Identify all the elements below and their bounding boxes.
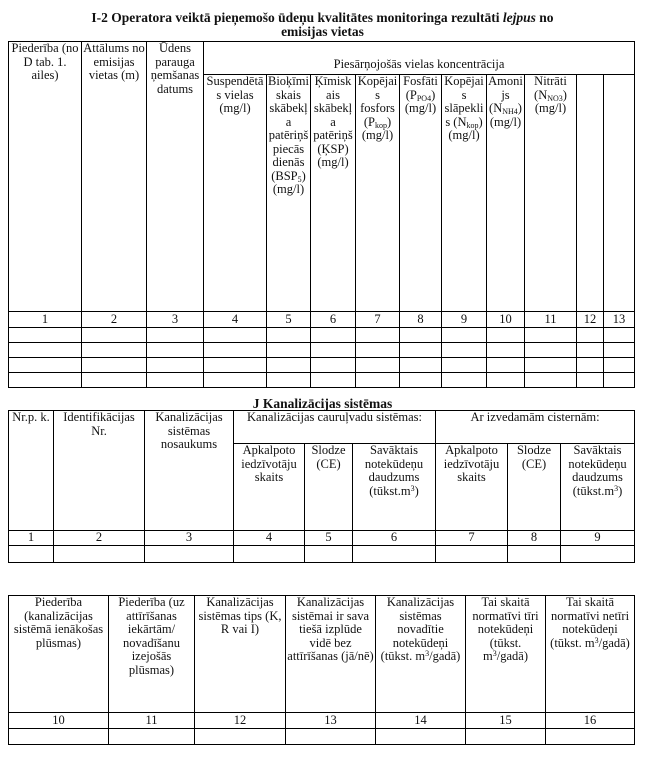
data-cell[interactable] <box>400 358 442 373</box>
header-suspended: Suspendētās vielas (mg/l) <box>204 75 267 312</box>
header-attalums: Attālums no emisijas vietas (m) <box>82 42 147 312</box>
data-cell[interactable] <box>311 358 356 373</box>
data-cell[interactable] <box>525 328 577 343</box>
data-cell[interactable] <box>109 729 195 745</box>
colnum: 2 <box>54 531 145 546</box>
header-identification: Identifikācijas Nr. <box>54 411 145 531</box>
data-cell[interactable] <box>9 729 109 745</box>
colnum: 8 <box>400 312 442 328</box>
empty-data-row <box>9 373 635 388</box>
header-pipe-systems-group: Kanalizācijas cauruļvadu sistēmas: <box>234 411 436 444</box>
colnum: 11 <box>109 713 195 729</box>
colnum: 6 <box>353 531 436 546</box>
data-cell[interactable] <box>561 546 635 563</box>
data-cell[interactable] <box>82 343 147 358</box>
data-cell[interactable] <box>546 729 635 745</box>
colnum: 3 <box>147 312 204 328</box>
header-nkop: Kopējais slāpeklis $(N_{kop})$ (mg/l) <box>442 75 487 312</box>
data-cell[interactable] <box>577 328 604 343</box>
data-cell[interactable] <box>525 343 577 358</box>
data-cell[interactable] <box>487 373 525 388</box>
data-cell[interactable] <box>376 729 466 745</box>
data-cell[interactable] <box>82 328 147 343</box>
header-collected: Savāktais notekūdeņu daudzums $(tūkst.m^3)$ <box>353 444 436 531</box>
header-nr: Nr.p. k. <box>9 411 54 531</box>
data-cell[interactable] <box>147 343 204 358</box>
data-cell[interactable] <box>54 546 145 563</box>
data-cell[interactable] <box>604 343 635 358</box>
colnum: 12 <box>195 713 286 729</box>
colnum: 1 <box>9 531 54 546</box>
section-j-title: J Kanalizācijas sistēmas <box>252 396 393 411</box>
data-cell[interactable] <box>204 328 267 343</box>
header-pkop: Kopējais fosfors $(P_{kop})$ (mg/l) <box>356 75 400 312</box>
data-cell[interactable] <box>267 328 311 343</box>
section-i2-title-line2: emisijas vietas <box>281 24 364 39</box>
data-cell[interactable] <box>311 343 356 358</box>
monitoring-results-table <box>8 41 635 388</box>
data-cell[interactable] <box>147 373 204 388</box>
column-number-row <box>9 713 635 729</box>
data-cell[interactable] <box>147 328 204 343</box>
data-cell[interactable] <box>487 343 525 358</box>
header-bsp5: Bioķīmiskais skābekļa patēriņš piecās dienās $(BSP_5)(mg/l)$ <box>267 75 311 312</box>
colnum: 3 <box>145 531 234 546</box>
data-cell[interactable] <box>577 358 604 373</box>
header-tank-systems-group: Ar izvedamām cisternām: <box>436 411 635 444</box>
data-cell[interactable] <box>525 358 577 373</box>
header-outgoing-flows: Piederība (uz attīrīšanas iekārtām/ novadīšanu izejošās plūsmas) <box>109 596 195 713</box>
data-cell[interactable] <box>400 373 442 388</box>
colnum: 12 <box>577 312 604 328</box>
colnum: 5 <box>305 531 353 546</box>
data-cell[interactable] <box>508 546 561 563</box>
colnum: 5 <box>267 312 311 328</box>
header-direct-outlet: Kanalizācijas sistēmai ir sava tiešā izplūde vidē bez attīrīšanas (jā/nē) <box>286 596 376 713</box>
header-discharged-wastewater: Kanalizācijas sistēmas novadītie notekūdeņi (tūkst. $m^3/gadā$) <box>376 596 466 713</box>
colnum: 11 <box>525 312 577 328</box>
section-i2-title-line1: I-2 Operatora veiktā pieņemošo ūdeņu kvalitātes monitoringa rezultāti lejpus no <box>91 10 554 25</box>
colnum: 9 <box>561 531 635 546</box>
colnum: 13 <box>286 713 376 729</box>
data-cell[interactable] <box>487 358 525 373</box>
sewerage-systems-continued-table <box>8 595 635 745</box>
data-cell[interactable] <box>9 343 82 358</box>
data-cell[interactable] <box>487 328 525 343</box>
column-number-row <box>9 312 635 328</box>
header-load-tanks: Slodze (CE) <box>508 444 561 531</box>
data-cell[interactable] <box>436 546 508 563</box>
data-cell[interactable] <box>9 328 82 343</box>
header-incoming-flows: Piederība (kanalizācijas sistēmā ienākošas plūsmas) <box>9 596 109 713</box>
data-cell[interactable] <box>356 328 400 343</box>
data-cell[interactable] <box>9 546 54 563</box>
header-collected-tanks: Savāktais notekūdeņu daudzums $(tūkst.m^3)$ <box>561 444 635 531</box>
data-cell[interactable] <box>466 729 546 745</box>
empty-data-row <box>9 328 635 343</box>
data-cell[interactable] <box>442 373 487 388</box>
data-cell[interactable] <box>145 546 234 563</box>
header-fosfati: Fosfāti $(P_{PO4})$ (mg/l) <box>400 75 442 312</box>
colnum: 7 <box>356 312 400 328</box>
colnum: 6 <box>311 312 356 328</box>
colnum: 4 <box>234 531 305 546</box>
colnum: 16 <box>546 713 635 729</box>
empty-data-row <box>9 729 635 745</box>
data-cell[interactable] <box>400 343 442 358</box>
empty-data-row <box>9 343 635 358</box>
data-cell[interactable] <box>82 358 147 373</box>
header-datums: Ūdens parauga ņemšanas datums <box>147 42 204 312</box>
header-dirty-wastewater: Tai skaitā normatīvi netīri notekūdeņi (tūkst. $m^3/gadā$) <box>546 596 635 713</box>
data-cell[interactable] <box>442 358 487 373</box>
data-cell[interactable] <box>353 546 436 563</box>
colnum: 7 <box>436 531 508 546</box>
header-amonijs: Amonijs $(N_{NH4})$ (mg/l) <box>487 75 525 312</box>
data-cell[interactable] <box>195 729 286 745</box>
data-cell[interactable] <box>267 343 311 358</box>
data-cell[interactable] <box>204 373 267 388</box>
colnum: 15 <box>466 713 546 729</box>
header-nitrati: Nitrāti $(N_{NO3})$ (mg/l) <box>525 75 577 312</box>
header-residents: Apkalpoto iedzīvotāju skaits <box>234 444 305 531</box>
colnum: 10 <box>9 713 109 729</box>
data-cell[interactable] <box>442 328 487 343</box>
header-load: Slodze (CE) <box>305 444 353 531</box>
column-number-row <box>9 531 635 546</box>
colnum: 14 <box>376 713 466 729</box>
data-cell[interactable] <box>604 328 635 343</box>
header-blank-12 <box>577 75 604 312</box>
section-i2-title-emphasis: lejpus <box>502 10 536 25</box>
header-concentration-group: Piesārņojošās vielas koncentrācija <box>204 42 635 75</box>
data-cell[interactable] <box>204 343 267 358</box>
data-cell[interactable] <box>311 328 356 343</box>
header-system-type: Kanalizācijas sistēmas tips (K, R vai I) <box>195 596 286 713</box>
data-cell[interactable] <box>9 358 82 373</box>
header-piederiba: Piederība (no D tab. 1. ailes) <box>9 42 82 312</box>
data-cell[interactable] <box>9 373 82 388</box>
colnum: 9 <box>442 312 487 328</box>
data-cell[interactable] <box>204 358 267 373</box>
data-cell[interactable] <box>442 343 487 358</box>
colnum: 8 <box>508 531 561 546</box>
data-cell[interactable] <box>604 358 635 373</box>
sewerage-systems-table <box>8 410 635 563</box>
colnum: 13 <box>604 312 635 328</box>
data-cell[interactable] <box>356 358 400 373</box>
colnum: 10 <box>487 312 525 328</box>
data-cell[interactable] <box>356 343 400 358</box>
data-cell[interactable] <box>525 373 577 388</box>
header-system-name: Kanalizācijas sistēmas nosaukums <box>145 411 234 531</box>
data-cell[interactable] <box>267 358 311 373</box>
data-cell[interactable] <box>356 373 400 388</box>
data-cell[interactable] <box>286 729 376 745</box>
data-cell[interactable] <box>577 343 604 358</box>
colnum: 1 <box>9 312 82 328</box>
data-cell[interactable] <box>82 373 147 388</box>
section-i2-title <box>0 11 645 39</box>
header-clean-wastewater: Tai skaitā normatīvi tīri notekūdeņi (tūkst. $m^3/gadā$) <box>466 596 546 713</box>
data-cell[interactable] <box>267 373 311 388</box>
data-cell[interactable] <box>305 546 353 563</box>
header-ksp: Ķīmiskais skābekļa patēriņš (ĶSP) (mg/l) <box>311 75 356 312</box>
empty-data-row <box>9 358 635 373</box>
header-residents-tanks: Apkalpoto iedzīvotāju skaits <box>436 444 508 531</box>
header-blank-13 <box>604 75 635 312</box>
data-cell[interactable] <box>147 358 204 373</box>
data-cell[interactable] <box>577 373 604 388</box>
colnum: 4 <box>204 312 267 328</box>
colnum: 2 <box>82 312 147 328</box>
empty-data-row <box>9 546 635 563</box>
data-cell[interactable] <box>400 328 442 343</box>
data-cell[interactable] <box>234 546 305 563</box>
data-cell[interactable] <box>311 373 356 388</box>
data-cell[interactable] <box>604 373 635 388</box>
